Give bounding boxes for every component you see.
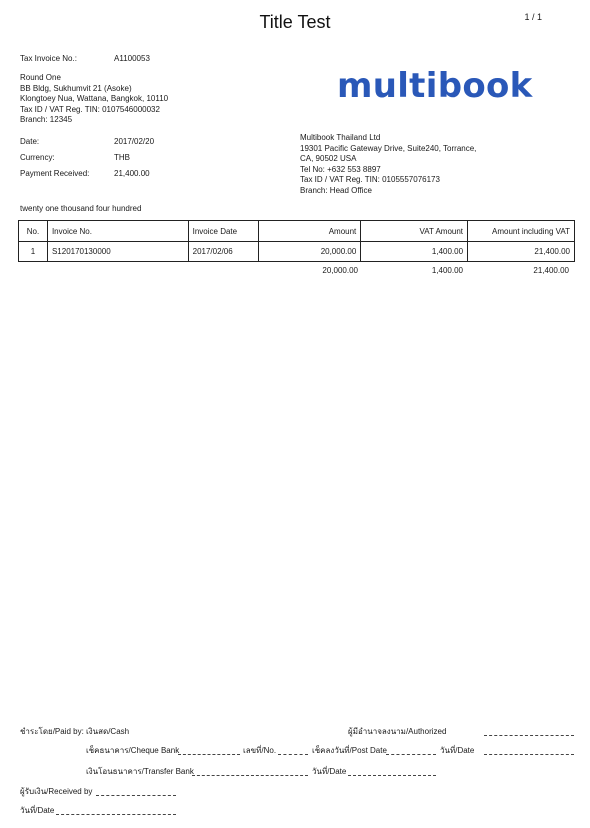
cell-amount: 20,000.00 bbox=[258, 242, 361, 262]
page-number: 1 / 1 bbox=[524, 12, 542, 22]
total-amount: 20,000.00 bbox=[322, 266, 358, 275]
col-header-no: No. bbox=[19, 221, 48, 242]
tax-invoice-label: Tax Invoice No.: bbox=[20, 54, 77, 63]
total-vat-amount: 1,400.00 bbox=[431, 266, 463, 275]
authorized-signature-line bbox=[484, 727, 574, 736]
invoice-items-table bbox=[18, 220, 575, 262]
paid-by-label: ชำระโดย/Paid by: bbox=[20, 727, 84, 736]
company-tax-id: Tax ID / VAT Reg. TIN: 0105557076173 bbox=[300, 175, 440, 184]
post-date-label: เช็คลงวันที่/Post Date bbox=[312, 746, 387, 755]
customer-name: Round One bbox=[20, 73, 61, 82]
currency-value: THB bbox=[114, 153, 130, 162]
payment-value: 21,400.00 bbox=[114, 169, 150, 178]
company-address bbox=[300, 133, 476, 196]
company-city: CA, 90502 USA bbox=[300, 154, 357, 163]
cheque-no-line bbox=[278, 746, 308, 755]
cheque-bank-line bbox=[178, 746, 240, 755]
table-row bbox=[19, 242, 575, 262]
customer-tax-id: Tax ID / VAT Reg. TIN: 0107546000032 bbox=[20, 104, 160, 114]
customer-street: BB Bldg, Sukhumvit 21 (Asoke) bbox=[20, 83, 132, 93]
company-tel: Tel No: +632 553 8897 bbox=[300, 164, 381, 174]
cell-vat-amount: 1,400.00 bbox=[361, 242, 468, 262]
post-date-line bbox=[386, 746, 436, 755]
cash-option: เงินสด/Cash bbox=[86, 727, 130, 736]
authorized-label: ผู้มีอำนาจลงนาม/Authorized bbox=[348, 727, 447, 736]
col-header-invoice-no: Invoice No. bbox=[47, 221, 188, 242]
customer-branch: Branch: 12345 bbox=[20, 115, 73, 124]
cheque-date-line bbox=[484, 746, 574, 755]
cheque-no-label: เลขที่/No. bbox=[243, 746, 277, 755]
customer-address bbox=[20, 73, 168, 126]
col-header-vat-amount: VAT Amount bbox=[361, 221, 468, 242]
multibook-logo: multibook bbox=[337, 66, 533, 106]
received-date-label: วันที่/Date bbox=[20, 806, 55, 815]
customer-city: Klongtoey Nua, Wattana, Bangkok, 10110 bbox=[20, 94, 169, 103]
col-header-amount-incl-vat: Amount including VAT bbox=[468, 221, 575, 242]
transfer-bank-label: เงินโอนธนาคาร/Transfer Bank bbox=[86, 767, 194, 776]
transfer-bank-line bbox=[192, 767, 308, 776]
cheque-bank-label: เช็คธนาคาร/Cheque Bank bbox=[86, 746, 180, 755]
cell-invoice-date: 2017/02/06 bbox=[188, 242, 258, 262]
col-header-invoice-date: Invoice Date bbox=[188, 221, 258, 242]
payment-label: Payment Received: bbox=[20, 169, 90, 178]
transfer-date-line bbox=[348, 767, 436, 776]
total-amount-incl-vat: 21,400.00 bbox=[533, 266, 569, 275]
company-branch: Branch: Head Office bbox=[300, 185, 372, 195]
date-label: Date: bbox=[20, 137, 40, 146]
cheque-date-label: วันที่/Date bbox=[440, 746, 475, 755]
received-by-label: ผู้รับเงิน/Received by bbox=[20, 787, 93, 796]
cell-no: 1 bbox=[19, 242, 48, 262]
cell-invoice-no: S120170130000 bbox=[47, 242, 188, 262]
date-value: 2017/02/20 bbox=[114, 137, 155, 146]
currency-label: Currency: bbox=[20, 153, 55, 162]
amount-in-words: twenty one thousand four hundred bbox=[20, 204, 142, 213]
company-street: 19301 Pacific Gateway Drive, Suite240, Torrance, bbox=[300, 143, 477, 153]
col-header-amount: Amount bbox=[258, 221, 361, 242]
transfer-date-label: วันที่/Date bbox=[312, 767, 347, 776]
received-by-line bbox=[96, 787, 176, 796]
tax-invoice-number: A1100053 bbox=[114, 54, 150, 63]
cell-amount-incl-vat: 21,400.00 bbox=[468, 242, 575, 262]
company-name: Multibook Thailand Ltd bbox=[300, 133, 381, 142]
received-date-line bbox=[56, 806, 176, 815]
table-header-row bbox=[19, 221, 575, 242]
document-title: Title Test bbox=[259, 12, 331, 32]
